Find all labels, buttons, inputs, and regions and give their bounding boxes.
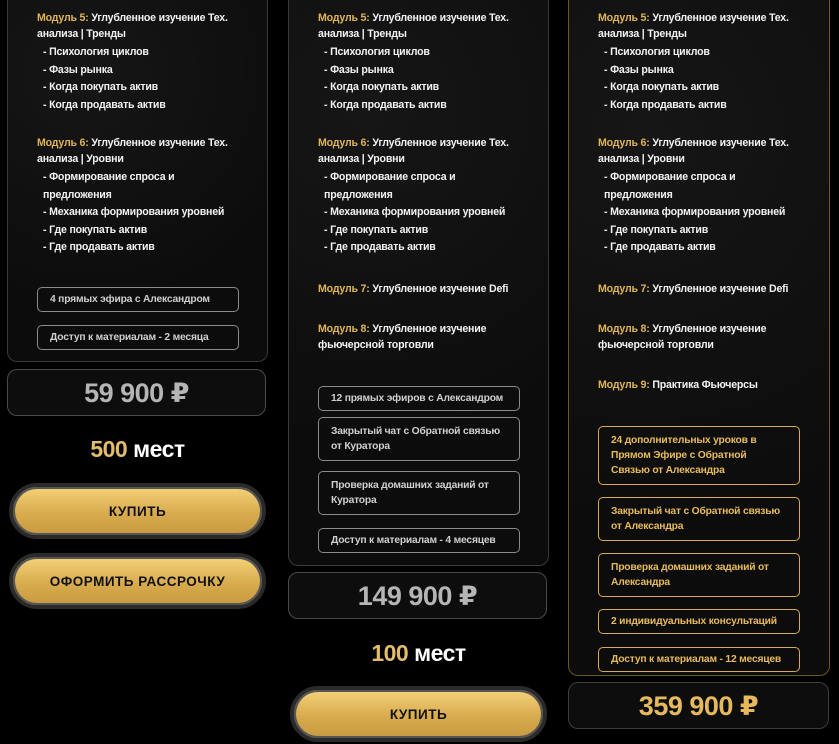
module-topic: - Когда продавать актив xyxy=(318,97,518,115)
seats-count xyxy=(288,640,549,667)
module-topic: - Формирование спроса и предложения xyxy=(598,169,798,204)
module-topic: - Когда покупать актив xyxy=(37,79,237,97)
module-topics xyxy=(318,169,518,257)
module-number: Модуль 7: xyxy=(318,282,370,295)
module-number: Модуль 6: xyxy=(598,137,650,149)
module-title: Углубленное изучение Тех. анализа | Тренды xyxy=(598,12,789,40)
module-topics xyxy=(598,44,798,114)
module-block xyxy=(318,282,518,298)
module-title: Углубленное изучение фьючерсной торговли xyxy=(598,323,767,351)
seats-label: мест xyxy=(414,640,466,666)
module-block xyxy=(598,282,798,298)
module-number: Модуль 9: xyxy=(598,379,650,391)
module-title: Углубленное изучение Defi xyxy=(652,282,789,295)
module-title: Углубленное изучение Тех. анализа | Тренды xyxy=(318,12,509,40)
installment-button[interactable]: ОФОРМИТЬ РАССРОЧКУ xyxy=(9,553,266,609)
buy-button[interactable]: КУПИТЬ xyxy=(290,686,547,742)
module-block xyxy=(598,11,798,114)
buy-button[interactable]: КУПИТЬ xyxy=(9,483,266,539)
module-title: Углубленное изучение Defi xyxy=(372,282,509,295)
module-topic: - Фазы рынка xyxy=(37,62,237,80)
module-number: Модуль 5: xyxy=(598,12,650,24)
module-topic: - Фазы рынка xyxy=(318,62,518,80)
module-title: Углубленное изучение Тех. анализа | Тренды xyxy=(37,12,228,40)
module-topic: - Где покупать актив xyxy=(318,222,518,240)
feature-badge: 12 прямых эфиров с Александром xyxy=(318,386,520,411)
module-title: Углубленное изучение Тех. анализа | Уровни xyxy=(598,137,789,165)
module-topic: - Где продавать актив xyxy=(37,239,237,257)
module-topic: - Формирование спроса и предложения xyxy=(37,169,237,204)
module-number: Модуль 8: xyxy=(598,323,650,335)
feature-badge: Доступ к материалам - 2 месяца xyxy=(37,325,239,350)
seats-number: 500 xyxy=(90,436,128,462)
module-topics xyxy=(37,44,237,114)
price-box: 59 900 ₽ xyxy=(7,369,266,416)
module-topic: - Когда покупать актив xyxy=(598,79,798,97)
module-block xyxy=(598,378,798,394)
feature-badge: Проверка домашних заданий от Куратора xyxy=(318,471,520,515)
module-number: Модуль 8: xyxy=(318,323,370,335)
seats-label: мест xyxy=(133,436,185,462)
module-topics xyxy=(318,44,518,114)
tariff-column-1 xyxy=(7,0,268,589)
module-block xyxy=(318,136,518,257)
module-number: Модуль 7: xyxy=(598,282,650,295)
feature-badge: Закрытый чат с Обратной связью от Куратора xyxy=(318,417,520,461)
module-topic: - Механика формирования уровней xyxy=(37,204,237,222)
feature-badge: 2 индивидуальных консультаций xyxy=(598,609,800,634)
module-number: Модуль 5: xyxy=(318,12,370,24)
feature-badge: Доступ к материалам - 12 месяцев xyxy=(598,647,800,672)
module-topic: - Механика формирования уровней xyxy=(318,204,518,222)
module-topics xyxy=(37,169,237,257)
module-title: Углубленное изучение Тех. анализа | Уровни xyxy=(37,137,228,165)
seats-number: 100 xyxy=(371,640,409,666)
module-topic: - Психология циклов xyxy=(37,44,237,62)
module-topic: - Где покупать актив xyxy=(598,222,798,240)
module-number: Модуль 6: xyxy=(318,137,370,149)
module-block xyxy=(598,136,798,257)
tariff-column-3 xyxy=(568,0,830,721)
module-title: Углубленное изучение Тех. анализа | Уровни xyxy=(318,137,509,165)
module-topics xyxy=(598,169,798,257)
module-block xyxy=(318,322,518,353)
module-title: Углубленное изучение фьючерсной торговли xyxy=(318,323,487,351)
feature-badge: Проверка домашних заданий от Александра xyxy=(598,553,800,597)
module-topic: - Механика формирования уровней xyxy=(598,204,798,222)
module-block xyxy=(37,11,237,114)
price-box: 149 900 ₽ xyxy=(288,572,547,619)
module-number: Модуль 5: xyxy=(37,12,89,24)
module-topic: - Психология циклов xyxy=(318,44,518,62)
feature-badge: Закрытый чат с Обратной связью от Александра xyxy=(598,497,800,541)
module-topic: - Когда продавать актив xyxy=(37,97,237,115)
module-topic: - Где продавать актив xyxy=(598,239,798,257)
feature-badge: 24 дополнительных уроков в Прямом Эфире с Обратной Связью от Александра xyxy=(598,426,800,485)
tariff-card-1 xyxy=(7,0,268,362)
module-topic: - Психология циклов xyxy=(598,44,798,62)
module-block xyxy=(318,11,518,114)
seats-count xyxy=(7,436,268,463)
tariff-column-2 xyxy=(288,0,549,722)
module-topic: - Где продавать актив xyxy=(318,239,518,257)
price-box: 359 900 ₽ xyxy=(568,682,829,729)
feature-badge: Доступ к материалам - 4 месяцев xyxy=(318,528,520,553)
module-number: Модуль 6: xyxy=(37,137,89,149)
module-topic: - Формирование спроса и предложения xyxy=(318,169,518,204)
tariff-card-3 xyxy=(568,0,830,676)
module-block xyxy=(37,136,237,257)
tariff-card-2 xyxy=(288,0,549,566)
feature-badge: 4 прямых эфира с Александром xyxy=(37,287,239,312)
module-topic: - Когда покупать актив xyxy=(318,79,518,97)
module-topic: - Где покупать актив xyxy=(37,222,237,240)
module-topic: - Фазы рынка xyxy=(598,62,798,80)
module-block xyxy=(598,322,798,353)
module-title: Практика Фьючерсы xyxy=(652,379,758,391)
module-topic: - Когда продавать актив xyxy=(598,97,798,115)
